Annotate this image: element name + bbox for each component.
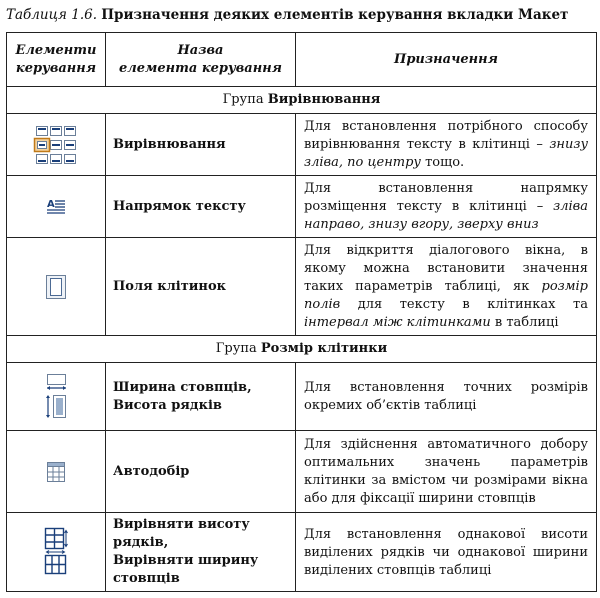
table-row xyxy=(7,114,597,176)
control-purpose: Для здійснення автоматичного добору оптимальних значень параметрів клітинки за вмістом чи розмірами вікна або для фіксації ширини стовпців xyxy=(296,431,597,513)
table-caption xyxy=(6,6,596,24)
control-name: Ширина стовпців, Висота рядків xyxy=(106,363,296,431)
table-row xyxy=(7,238,597,336)
caption-title: Призначення деяких елементів керування вкладки Макет xyxy=(101,7,569,23)
table-row xyxy=(7,176,597,238)
control-purpose: Для встановлення напрямку розміщення тексту в клітинці – зліва направо, знизу вгору, зверху вниз xyxy=(296,176,597,238)
control-purpose: Для встановлення точних розмірів окремих об’єктів таблиці xyxy=(296,363,597,431)
controls-table xyxy=(6,32,597,592)
group-label: Група Розмір клітинки xyxy=(7,336,597,363)
group-row-alignment xyxy=(7,87,597,114)
control-name: Автодобір xyxy=(106,431,296,513)
table-row xyxy=(7,363,597,431)
autofit-icon xyxy=(46,461,66,483)
cell-margins-icon xyxy=(45,274,67,300)
column-row-size-icon xyxy=(43,373,69,421)
table-row xyxy=(7,513,597,592)
caption-number: Таблиця 1.6. xyxy=(6,7,97,23)
group-label: Група Вирівнювання xyxy=(7,87,597,114)
header-controls: Елементи керування xyxy=(7,33,106,87)
distribute-rows-columns-icon xyxy=(43,527,69,577)
table-header-row xyxy=(7,33,597,87)
control-name: Вирівнювання xyxy=(106,114,296,176)
control-name: Поля клітинок xyxy=(106,238,296,336)
align-grid-icon xyxy=(32,125,80,165)
control-purpose: Для відкриття діалогового вікна, в якому можна встановити значення таких параметрів таблиці, як розмір полів для тексту в клітинках та інтервал між клітинками в таблиці xyxy=(296,238,597,336)
group-row-cell-size xyxy=(7,336,597,363)
header-purpose: Призначення xyxy=(296,33,597,87)
svg-text:A: A xyxy=(47,198,55,210)
control-purpose: Для встановлення однакової висоти виділених рядків чи однакової ширини виділених стовпців таблиці xyxy=(296,513,597,592)
control-name: Вирівняти висоту рядків, Вирівняти ширину стовпців xyxy=(106,513,296,592)
header-name: Назва елемента керування xyxy=(106,33,296,87)
text-direction-icon xyxy=(45,198,67,216)
table-row xyxy=(7,431,597,513)
control-purpose: Для встановлення потрібного способу вирівнювання тексту в клітинці – знизу зліва, по центру тощо. xyxy=(296,114,597,176)
control-name: Напрямок тексту xyxy=(106,176,296,238)
